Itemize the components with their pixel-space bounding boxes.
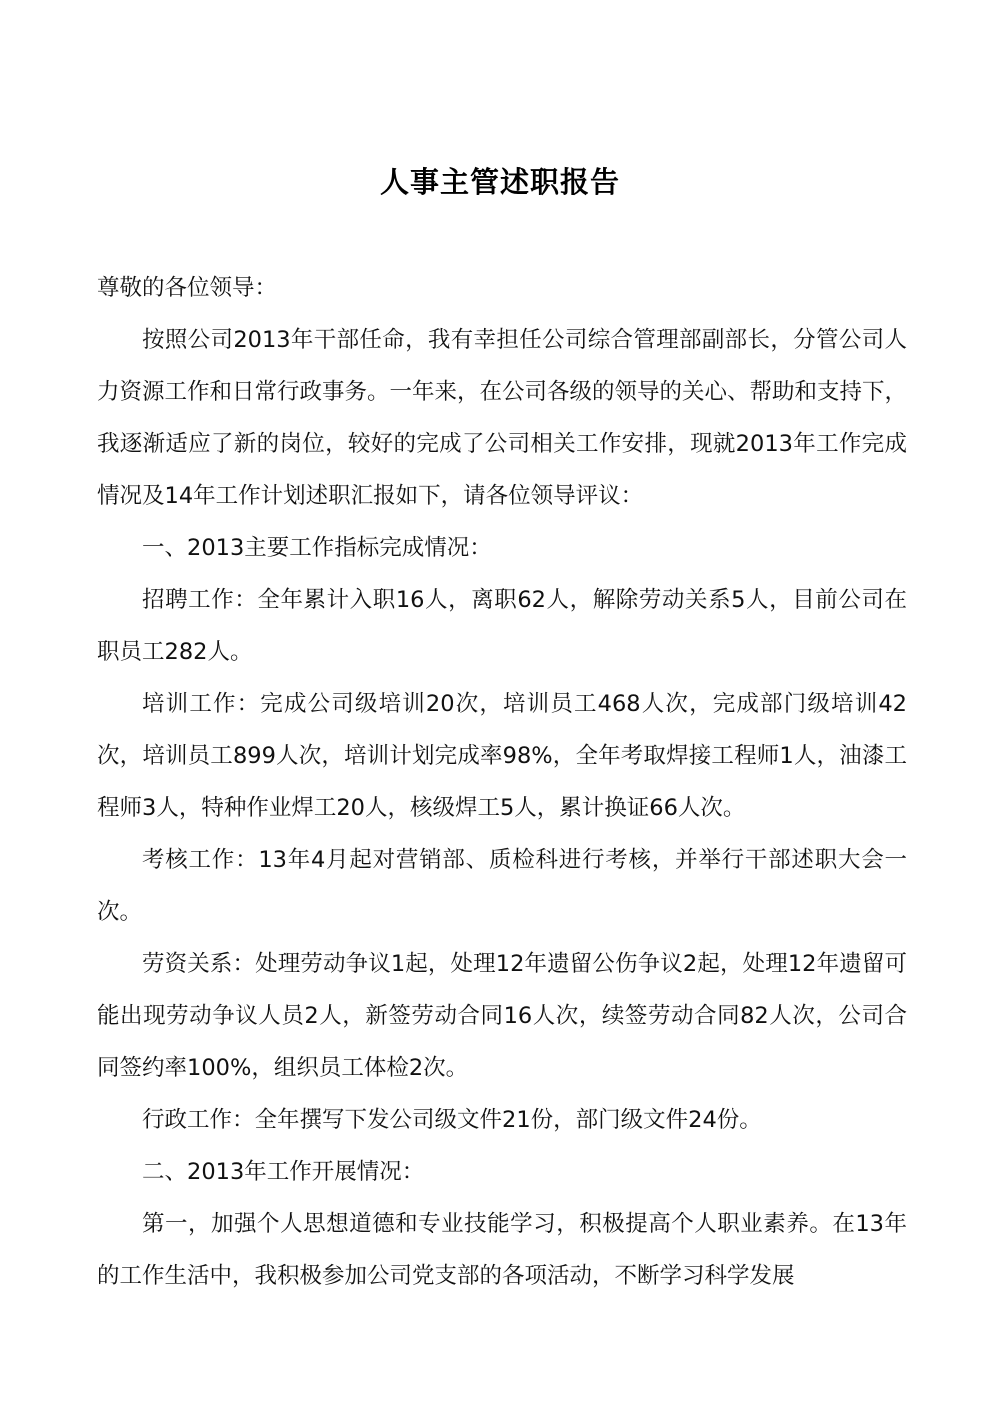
paragraph-training: 培训工作：完成公司级培训20次，培训员工468人次，完成部门级培训42次，培训员工899人次，培训计划完成率98%，全年考取焊接工程师1人，油漆工程师3人，特种作业焊工20人，核级焊工5人，累计换证66人次。: [97, 691, 907, 821]
salutation: 尊敬的各位领导：: [97, 275, 278, 301]
paragraph-labor-relations: 劳资关系：处理劳动争议1起，处理12年遗留公伤争议2起，处理12年遗留可能出现劳动争议人员2人，新签劳动合同16人次，续签劳动合同82人次，公司合同签约率100%，组织员工体检2次。: [97, 951, 907, 1081]
section-heading-2: 二、2013年工作开展情况：: [142, 1159, 425, 1185]
document-title: 人事主管述职报告: [379, 165, 620, 199]
paragraph-assessment: 考核工作：13年4月起对营销部、质检科进行考核，并举行干部述职大会一次。: [97, 847, 907, 925]
paragraph-recruitment: 招聘工作：全年累计入职16人，离职62人，解除劳动关系5人，目前公司在职员工282人。: [97, 587, 907, 665]
paragraph-administration: 行政工作：全年撰写下发公司级文件21份，部门级文件24份。: [142, 1107, 762, 1133]
section-heading-1: 一、2013主要工作指标完成情况：: [142, 535, 492, 561]
paragraph-intro: 按照公司2013年干部任命，我有幸担任公司综合管理部副部长，分管公司人力资源工作和日常行政事务。一年来，在公司各级的领导的关心、帮助和支持下，我逐渐适应了新的岗位，较好的完成了公司相关工作安排，现就2013年工作完成情况及14年工作计划述职汇报如下，请各位领导评议：: [97, 327, 908, 509]
paragraph-first-point: 第一，加强个人思想道德和专业技能学习，积极提高个人职业素养。在13年的工作生活中，我积极参加公司党支部的各项活动，不断学习科学发展: [97, 1211, 907, 1289]
document-body: [97, 262, 907, 1302]
